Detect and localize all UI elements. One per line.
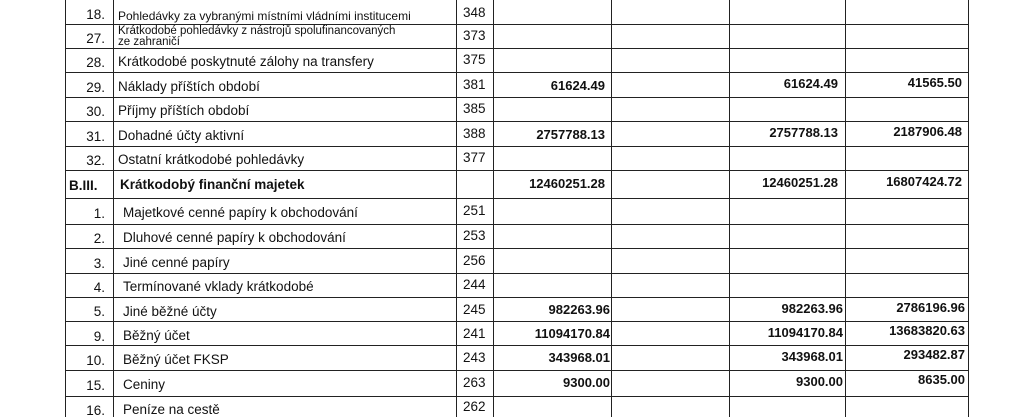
row-label: Krátkodobé poskytnuté zálohy na transfery bbox=[118, 54, 374, 69]
row-line bbox=[65, 297, 969, 298]
section-number: B.III. bbox=[69, 178, 98, 193]
value-current-net: 982263.96 bbox=[781, 301, 843, 316]
row-label: Jiné cenné papíry bbox=[123, 255, 230, 270]
grid-line-col1 bbox=[611, 0, 612, 417]
row-number: 1. bbox=[93, 206, 105, 221]
row-line bbox=[65, 97, 969, 98]
row-code: 381 bbox=[463, 77, 486, 92]
row-number: 16. bbox=[86, 403, 105, 418]
value-current-gross: 9300.00 bbox=[563, 375, 610, 390]
row-label: Běžný účet FKSP bbox=[123, 352, 229, 367]
value-previous: 2187906.48 bbox=[893, 124, 962, 139]
row-number: 4. bbox=[93, 280, 105, 295]
row-number: 30. bbox=[86, 104, 105, 119]
row-line bbox=[65, 370, 969, 371]
row-label: Běžný účet bbox=[123, 328, 190, 343]
row-number: 15. bbox=[86, 378, 105, 393]
row-number: 9. bbox=[93, 329, 105, 344]
row-number: 29. bbox=[86, 80, 105, 95]
row-code: 243 bbox=[463, 350, 486, 365]
row-code: 262 bbox=[463, 399, 486, 414]
row-label: Náklady příštích období bbox=[118, 79, 260, 94]
row-label: Pohledávky za vybranými místními vládními institucemi bbox=[118, 9, 411, 23]
row-number: 3. bbox=[93, 256, 105, 271]
row-code: 241 bbox=[463, 326, 486, 341]
value-current-gross: 343968.01 bbox=[548, 350, 610, 365]
row-line bbox=[65, 321, 969, 322]
value-previous: 13683820.63 bbox=[889, 323, 965, 338]
value-current-net: 9300.00 bbox=[796, 374, 843, 389]
row-line bbox=[65, 48, 969, 49]
row-line bbox=[65, 396, 969, 397]
grid-line-label bbox=[456, 0, 457, 417]
row-line bbox=[65, 198, 969, 199]
row-number: 5. bbox=[93, 304, 105, 319]
row-line bbox=[65, 72, 969, 73]
row-number: 2. bbox=[93, 231, 105, 246]
value-previous: 41565.50 bbox=[907, 75, 962, 90]
row-line bbox=[65, 170, 969, 171]
grid-line-col3 bbox=[845, 0, 846, 417]
grid-line-num bbox=[113, 0, 114, 417]
row-label: Majetkové cenné papíry k obchodování bbox=[123, 205, 358, 220]
row-line bbox=[65, 345, 969, 346]
row-label: Dohadné účty aktivní bbox=[118, 128, 245, 143]
row-label: Peníze na cestě bbox=[123, 402, 220, 417]
row-code: 377 bbox=[463, 150, 486, 165]
value-current-gross: 2757788.13 bbox=[536, 127, 605, 142]
value-current-gross: 11094170.84 bbox=[534, 326, 610, 341]
row-number: 10. bbox=[86, 353, 105, 368]
grid-line-code bbox=[493, 0, 494, 417]
row-number: 32. bbox=[86, 153, 105, 168]
row-line bbox=[65, 146, 969, 147]
row-code: 244 bbox=[463, 277, 486, 292]
row-code: 375 bbox=[463, 52, 486, 67]
value-current-net: 343968.01 bbox=[781, 349, 843, 364]
value-current-gross: 61624.49 bbox=[550, 78, 605, 93]
grid-line-right bbox=[968, 0, 969, 417]
row-number: 31. bbox=[86, 129, 105, 144]
row-number: 18. bbox=[86, 7, 105, 22]
row-code: 373 bbox=[463, 28, 486, 43]
grid-line-col2 bbox=[729, 0, 730, 417]
row-code: 245 bbox=[463, 302, 486, 317]
row-line bbox=[65, 248, 969, 249]
section-title: Krátkodobý finanční majetek bbox=[120, 177, 305, 192]
row-line bbox=[65, 121, 969, 122]
row-code: 388 bbox=[463, 126, 486, 141]
section-previous: 16807424.72 bbox=[886, 174, 962, 189]
row-label: Jiné běžné účty bbox=[123, 304, 217, 319]
row-code: 256 bbox=[463, 253, 486, 268]
row-code: 385 bbox=[463, 101, 486, 116]
row-code: 253 bbox=[463, 228, 486, 243]
value-current-net: 11094170.84 bbox=[767, 325, 843, 340]
value-previous: 8635.00 bbox=[918, 372, 965, 387]
value-previous: 2786196.96 bbox=[896, 300, 965, 315]
row-label: Příjmy příštích období bbox=[118, 103, 250, 118]
row-number: 27. bbox=[86, 31, 105, 46]
row-label: Ceniny bbox=[123, 377, 166, 392]
row-line bbox=[65, 224, 969, 225]
value-current-net: 2757788.13 bbox=[769, 125, 838, 140]
row-code: 263 bbox=[463, 375, 486, 390]
row-code: 348 bbox=[463, 5, 486, 20]
row-line bbox=[65, 273, 969, 274]
value-previous: 293482.87 bbox=[903, 347, 965, 362]
row-label: Krátkodobé pohledávky z nástrojů spolufinancovaných ze zahraničí bbox=[118, 25, 396, 48]
value-current-gross: 982263.96 bbox=[548, 302, 610, 317]
row-code: 251 bbox=[463, 203, 486, 218]
value-current-net: 61624.49 bbox=[783, 76, 838, 91]
section-current-net: 12460251.28 bbox=[762, 175, 838, 190]
section-current-gross: 12460251.28 bbox=[529, 176, 605, 191]
row-label: Ostatní krátkodobé pohledávky bbox=[118, 152, 305, 167]
row-number: 28. bbox=[86, 55, 105, 70]
row-label: Termínované vklady krátkodobé bbox=[123, 279, 314, 294]
row-label: Dluhové cenné papíry k obchodování bbox=[123, 230, 346, 245]
